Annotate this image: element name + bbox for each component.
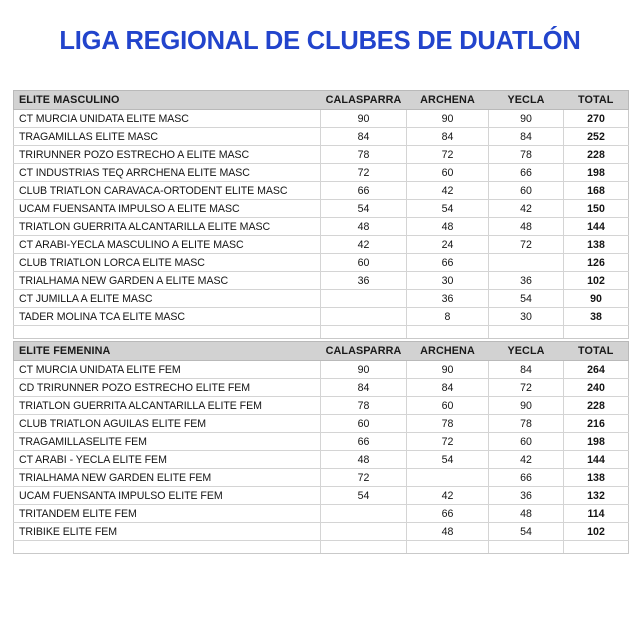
table-row: [14, 433, 629, 451]
cell-total: 270: [564, 110, 629, 128]
table-row: [14, 272, 629, 290]
table-row: [14, 308, 629, 326]
cell-empty: [14, 326, 321, 339]
cell-yecla: 66: [489, 164, 564, 182]
cell-archena: 24: [407, 236, 489, 254]
cell-total: 132: [564, 487, 629, 505]
cell-yecla: 54: [489, 523, 564, 541]
table-row: [14, 451, 629, 469]
page-title: LIGA REGIONAL DE CLUBES DE DUATLÓN: [59, 27, 581, 55]
cell-total: 150: [564, 200, 629, 218]
cell-total: 240: [564, 379, 629, 397]
cell-yecla: 30: [489, 308, 564, 326]
table-row: [14, 218, 629, 236]
column-header-yecla: YECLA: [489, 342, 564, 361]
cell-archena: 90: [407, 110, 489, 128]
cell-yecla: 54: [489, 290, 564, 308]
cell-archena: 72: [407, 146, 489, 164]
cell-archena: 48: [407, 218, 489, 236]
standings-table-elite-femenina: [13, 341, 628, 554]
column-header-archena: ARCHENA: [407, 342, 489, 361]
cell-club: CT INDUSTRIAS TEQ ARRCHENA ELITE MASC: [14, 164, 321, 182]
cell-club: TRIATLON GUERRITA ALCANTARILLA ELITE FEM: [14, 397, 321, 415]
cell-archena: 84: [407, 379, 489, 397]
cell-club: TRAGAMILLASELITE FEM: [14, 433, 321, 451]
cell-club: CLUB TRIATLON CARAVACA-ORTODENT ELITE MASC: [14, 182, 321, 200]
cell-club: CT ARABI-YECLA MASCULINO A ELITE MASC: [14, 236, 321, 254]
cell-club: CD TRIRUNNER POZO ESTRECHO ELITE FEM: [14, 379, 321, 397]
table-row: [14, 128, 629, 146]
table-row: [14, 182, 629, 200]
table-header-row: [14, 91, 629, 110]
cell-calasparra: 60: [321, 415, 407, 433]
cell-empty: [321, 326, 407, 339]
cell-yecla: 90: [489, 397, 564, 415]
cell-club: CLUB TRIATLON LORCA ELITE MASC: [14, 254, 321, 272]
cell-yecla: 84: [489, 361, 564, 379]
cell-calasparra: 72: [321, 164, 407, 182]
cell-total: 102: [564, 272, 629, 290]
table-row: [14, 236, 629, 254]
cell-calasparra: 78: [321, 397, 407, 415]
table-row: [14, 110, 629, 128]
cell-club: CLUB TRIATLON AGUILAS ELITE FEM: [14, 415, 321, 433]
cell-calasparra: [321, 308, 407, 326]
cell-club: TADER MOLINA TCA ELITE MASC: [14, 308, 321, 326]
cell-archena: 42: [407, 487, 489, 505]
table-row-empty: [14, 326, 629, 339]
table-femenina: [13, 341, 629, 554]
cell-calasparra: 66: [321, 182, 407, 200]
column-header-archena: ARCHENA: [407, 91, 489, 110]
cell-empty: [407, 541, 489, 554]
table-row: [14, 200, 629, 218]
column-header-calasparra: CALASPARRA: [321, 91, 407, 110]
cell-yecla: 60: [489, 433, 564, 451]
cell-total: 198: [564, 433, 629, 451]
cell-club: TRIALHAMA NEW GARDEN A ELITE MASC: [14, 272, 321, 290]
cell-archena: 54: [407, 200, 489, 218]
cell-total: 216: [564, 415, 629, 433]
cell-archena: 66: [407, 254, 489, 272]
table-row: [14, 469, 629, 487]
cell-calasparra: 90: [321, 110, 407, 128]
cell-archena: 78: [407, 415, 489, 433]
cell-archena: 36: [407, 290, 489, 308]
cell-calasparra: [321, 290, 407, 308]
cell-calasparra: 60: [321, 254, 407, 272]
cell-empty: [564, 326, 629, 339]
cell-archena: 60: [407, 164, 489, 182]
cell-total: 228: [564, 397, 629, 415]
column-header-total: TOTAL: [564, 91, 629, 110]
table-row: [14, 164, 629, 182]
column-header-yecla: YECLA: [489, 91, 564, 110]
table-row: [14, 361, 629, 379]
cell-club: TRIALHAMA NEW GARDEN ELITE FEM: [14, 469, 321, 487]
table-row: [14, 523, 629, 541]
cell-archena: [407, 469, 489, 487]
table-row: [14, 487, 629, 505]
cell-yecla: 36: [489, 272, 564, 290]
cell-club: TRITANDEM ELITE FEM: [14, 505, 321, 523]
cell-archena: 42: [407, 182, 489, 200]
cell-yecla: 42: [489, 451, 564, 469]
cell-calasparra: 48: [321, 218, 407, 236]
table-row: [14, 254, 629, 272]
cell-yecla: 42: [489, 200, 564, 218]
cell-total: 138: [564, 469, 629, 487]
cell-club: CT JUMILLA A ELITE MASC: [14, 290, 321, 308]
cell-archena: 66: [407, 505, 489, 523]
table-row: [14, 505, 629, 523]
cell-total: 138: [564, 236, 629, 254]
cell-archena: 72: [407, 433, 489, 451]
cell-archena: 90: [407, 361, 489, 379]
cell-total: 168: [564, 182, 629, 200]
cell-total: 264: [564, 361, 629, 379]
cell-empty: [489, 541, 564, 554]
cell-calasparra: 48: [321, 451, 407, 469]
cell-yecla: 72: [489, 236, 564, 254]
cell-calasparra: 78: [321, 146, 407, 164]
table-row-empty: [14, 541, 629, 554]
table-row: [14, 379, 629, 397]
cell-yecla: 72: [489, 379, 564, 397]
cell-yecla: [489, 254, 564, 272]
cell-club: UCAM FUENSANTA IMPULSO A ELITE MASC: [14, 200, 321, 218]
cell-yecla: 90: [489, 110, 564, 128]
cell-yecla: 78: [489, 415, 564, 433]
cell-calasparra: 54: [321, 487, 407, 505]
cell-club: TRIBIKE ELITE FEM: [14, 523, 321, 541]
cell-total: 126: [564, 254, 629, 272]
cell-club: TRIRUNNER POZO ESTRECHO A ELITE MASC: [14, 146, 321, 164]
cell-calasparra: 66: [321, 433, 407, 451]
cell-total: 228: [564, 146, 629, 164]
cell-archena: 8: [407, 308, 489, 326]
cell-archena: 30: [407, 272, 489, 290]
cell-yecla: 36: [489, 487, 564, 505]
cell-calasparra: 72: [321, 469, 407, 487]
cell-yecla: 48: [489, 505, 564, 523]
cell-empty: [407, 326, 489, 339]
cell-archena: 54: [407, 451, 489, 469]
cell-club: TRAGAMILLAS ELITE MASC: [14, 128, 321, 146]
cell-archena: 48: [407, 523, 489, 541]
cell-calasparra: 42: [321, 236, 407, 254]
cell-total: 144: [564, 218, 629, 236]
cell-total: 144: [564, 451, 629, 469]
column-header-calasparra: CALASPARRA: [321, 342, 407, 361]
standings-table-elite-masculino: [13, 90, 628, 339]
cell-club: CT MURCIA UNIDATA ELITE MASC: [14, 110, 321, 128]
cell-total: 198: [564, 164, 629, 182]
cell-total: 102: [564, 523, 629, 541]
cell-calasparra: 84: [321, 379, 407, 397]
cell-total: 252: [564, 128, 629, 146]
cell-calasparra: 84: [321, 128, 407, 146]
cell-calasparra: [321, 505, 407, 523]
cell-calasparra: [321, 523, 407, 541]
cell-empty: [14, 541, 321, 554]
cell-total: 114: [564, 505, 629, 523]
cell-yecla: 84: [489, 128, 564, 146]
cell-club: CT ARABI - YECLA ELITE FEM: [14, 451, 321, 469]
table-body-femenina: [14, 361, 629, 554]
cell-club: CT MURCIA UNIDATA ELITE FEM: [14, 361, 321, 379]
cell-total: 38: [564, 308, 629, 326]
table-row: [14, 290, 629, 308]
table-body-masculino: [14, 110, 629, 339]
cell-calasparra: 90: [321, 361, 407, 379]
cell-archena: 84: [407, 128, 489, 146]
cell-empty: [321, 541, 407, 554]
table-row: [14, 146, 629, 164]
cell-club: UCAM FUENSANTA IMPULSO ELITE FEM: [14, 487, 321, 505]
cell-calasparra: 36: [321, 272, 407, 290]
cell-yecla: 78: [489, 146, 564, 164]
cell-yecla: 60: [489, 182, 564, 200]
table-row: [14, 415, 629, 433]
cell-empty: [489, 326, 564, 339]
cell-club: TRIATLON GUERRITA ALCANTARILLA ELITE MASC: [14, 218, 321, 236]
cell-total: 90: [564, 290, 629, 308]
column-header-total: TOTAL: [564, 342, 629, 361]
table-row: [14, 397, 629, 415]
table-header-row: [14, 342, 629, 361]
cell-yecla: 66: [489, 469, 564, 487]
cell-calasparra: 54: [321, 200, 407, 218]
cell-archena: 60: [407, 397, 489, 415]
cell-empty: [564, 541, 629, 554]
column-header-category: ELITE MASCULINO: [14, 91, 321, 110]
column-header-category: ELITE FEMENINA: [14, 342, 321, 361]
table-masculino: [13, 90, 629, 339]
cell-yecla: 48: [489, 218, 564, 236]
